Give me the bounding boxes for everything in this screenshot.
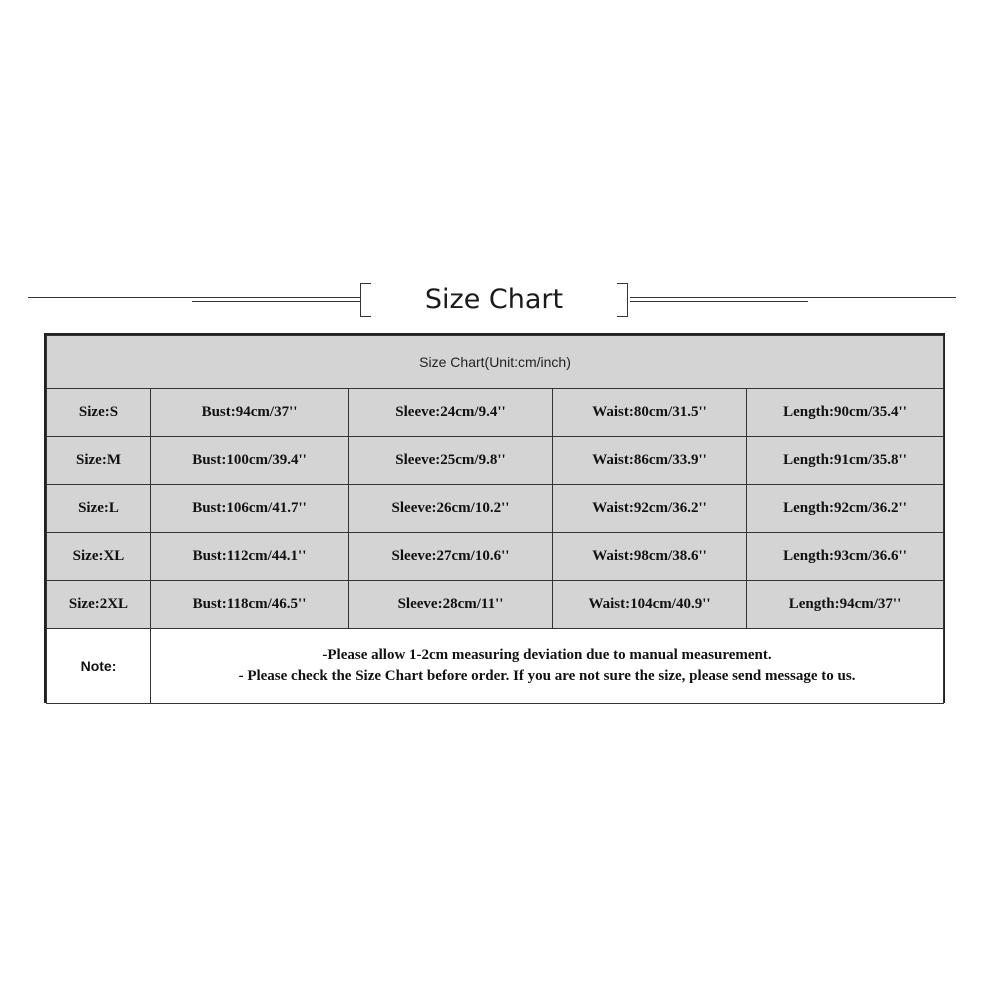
bust-cell: Bust:106cm/41.7'' [151,485,349,533]
title-frame [360,283,628,317]
length-cell: Length:91cm/35.8'' [747,437,944,485]
sleeve-cell: Sleeve:27cm/10.6'' [349,533,553,581]
waist-cell: Waist:86cm/33.9'' [553,437,747,485]
note-line-2: - Please check the Size Chart before order. If you are not sure the size, please send message to us. [238,668,856,684]
waist-cell: Waist:98cm/38.6'' [553,533,747,581]
decorative-line [28,297,360,298]
waist-cell: Waist:80cm/31.5'' [553,389,747,437]
table-caption: Size Chart(Unit:cm/inch) [47,336,944,389]
note-row [47,629,944,704]
size-cell: Size:2XL [47,581,151,629]
size-table [46,335,944,704]
decorative-line [630,297,956,298]
table-row [47,581,944,629]
caption-row [47,336,944,389]
table-row [47,485,944,533]
sleeve-cell: Sleeve:25cm/9.8'' [349,437,553,485]
size-cell: Size:L [47,485,151,533]
size-chart [44,333,945,703]
bust-cell: Bust:94cm/37'' [151,389,349,437]
size-cell: Size:XL [47,533,151,581]
length-cell: Length:92cm/36.2'' [747,485,944,533]
bust-cell: Bust:118cm/46.5'' [151,581,349,629]
bust-cell: Bust:112cm/44.1'' [151,533,349,581]
table-row [47,437,944,485]
note-line-1: -Please allow 1-2cm measuring deviation due to manual measurement. [322,647,772,663]
size-cell: Size:M [47,437,151,485]
title-banner [0,280,1000,324]
table-row [47,389,944,437]
waist-cell: Waist:104cm/40.9'' [553,581,747,629]
sleeve-cell: Sleeve:28cm/11'' [349,581,553,629]
bust-cell: Bust:100cm/39.4'' [151,437,349,485]
page-title: Size Chart [424,284,564,315]
decorative-line [192,301,360,302]
sleeve-cell: Sleeve:24cm/9.4'' [349,389,553,437]
length-cell: Length:90cm/35.4'' [747,389,944,437]
table-row [47,533,944,581]
decorative-line [630,301,808,302]
note-content [151,629,944,704]
sleeve-cell: Sleeve:26cm/10.2'' [349,485,553,533]
size-cell: Size:S [47,389,151,437]
length-cell: Length:93cm/36.6'' [747,533,944,581]
note-label: Note: [47,629,151,704]
length-cell: Length:94cm/37'' [747,581,944,629]
waist-cell: Waist:92cm/36.2'' [553,485,747,533]
